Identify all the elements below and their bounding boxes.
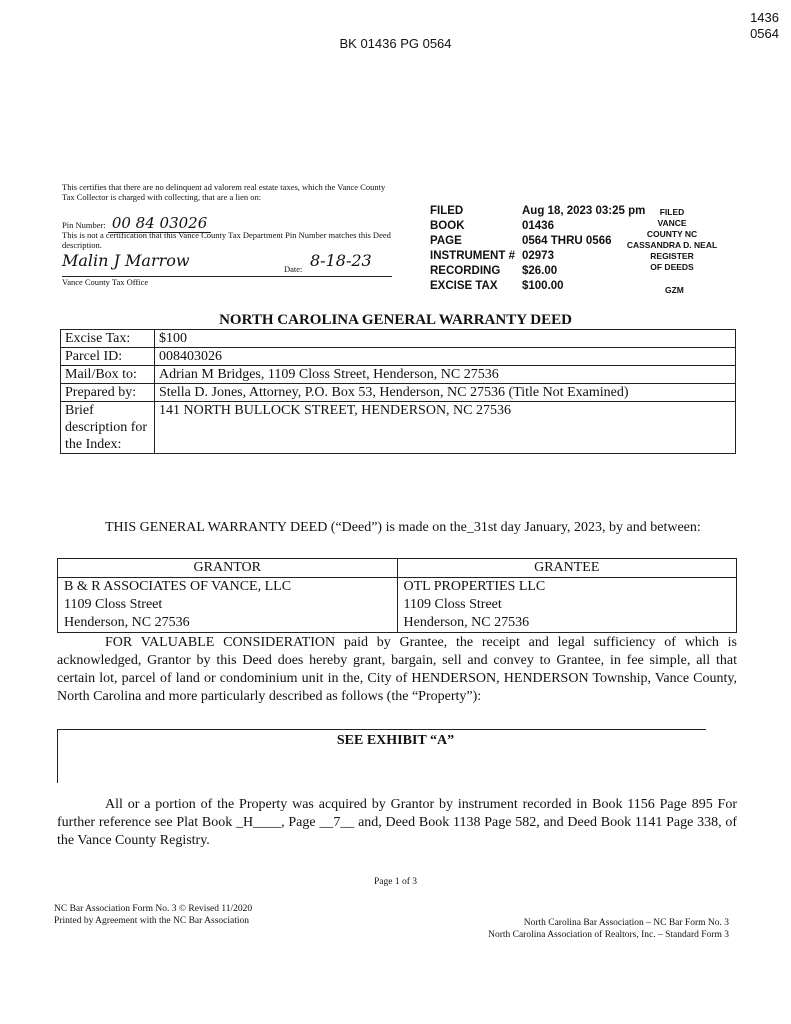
info-value: Stella D. Jones, Attorney, P.O. Box 53, Henderson, NC 27536 (Title Not Examined) — [155, 384, 736, 402]
grantor-header: GRANTOR — [58, 559, 398, 578]
info-value: 141 NORTH BULLOCK STREET, HENDERSON, NC 27536 — [155, 402, 736, 454]
filing-row: BOOK 01436 — [430, 220, 554, 232]
pin-disclaimer: This is not a certification that this Vance County Tax Department Pin Number matches this Deed description. — [62, 230, 391, 250]
bar-form-name: North Carolina Bar Association – NC Bar Form No. 3 — [523, 918, 729, 928]
info-key: Excise Tax: — [61, 330, 155, 348]
table-row — [58, 559, 737, 578]
page-number: Page 1 of 3 — [373, 877, 417, 887]
grantee-name: OTL PROPERTIES LLC — [403, 579, 546, 594]
stamp-line: OF DEEDS — [650, 262, 694, 272]
table-row — [61, 348, 736, 366]
tax-officer-signature: Malin J Marrow — [62, 251, 190, 270]
grantor-street: 1109 Closs Street — [64, 597, 163, 612]
info-key: Mail/Box to: — [61, 366, 155, 384]
form-revision: NC Bar Association Form No. 3 © Revised 11/2020 — [54, 904, 253, 914]
grantor-details — [58, 578, 398, 633]
grantor-city: Henderson, NC 27536 — [64, 615, 190, 630]
stamp-line: VANCE — [657, 218, 687, 228]
realtors-form-name: North Carolina Association of Realtors, Inc. – Standard Form 3 — [488, 930, 729, 940]
tax-certificate — [62, 182, 392, 287]
stamp-line: CASSANDRA D. NEAL — [626, 240, 718, 250]
table-row — [61, 384, 736, 402]
grantee-city: Henderson, NC 27536 — [403, 615, 530, 630]
info-value: 008403026 — [155, 348, 736, 366]
deed-title: NORTH CAROLINA GENERAL WARRANTY DEED — [219, 312, 572, 328]
corner-page-number: 0564 — [750, 26, 779, 41]
filing-row: EXCISE TAX $100.00 — [430, 280, 564, 292]
table-row — [61, 366, 736, 384]
stamp-line: FILED — [659, 207, 685, 217]
grantee-header: GRANTEE — [397, 559, 737, 578]
parties-table — [57, 558, 737, 633]
grantee-details — [397, 578, 737, 633]
footer-right — [488, 917, 729, 941]
date-handwritten: 8-18-23 — [310, 251, 372, 270]
filing-row: RECORDING $26.00 — [430, 265, 558, 277]
table-row — [61, 330, 736, 348]
exhibit-reference: SEE EXHIBIT “A” — [336, 733, 455, 748]
filing-initials: GZM — [665, 285, 684, 295]
printed-by: Printed by Agreement with the NC Bar Association — [54, 916, 249, 926]
grantor-name: B & R ASSOCIATES OF VANCE, LLC — [64, 579, 292, 594]
pin-label: Pin Number: — [62, 220, 106, 230]
info-key: Parcel ID: — [61, 348, 155, 366]
date-label: Date: — [284, 264, 303, 274]
consideration-paragraph: FOR VALUABLE CONSIDERATION paid by Grantee, the receipt and legal sufficiency of which is acknowledged, Grantor by this Deed does hereby grant, bargain, sell and convey to Grantee, in fee simple, all that certain lot, parcel of land or condominium unit in the, City of HENDERSON, HENDERSON Township, Vance County, North Carolina and more particularly described as follows (the “Property”): — [57, 635, 737, 704]
filing-row: PAGE 0564 THRU 0566 — [430, 235, 612, 247]
table-row — [58, 578, 737, 633]
stamp-line: COUNTY NC — [646, 229, 698, 239]
deed-info-table — [60, 329, 736, 454]
table-row — [61, 402, 736, 454]
tax-office-label: Vance County Tax Office — [62, 277, 149, 287]
deed-intro: THIS GENERAL WARRANTY DEED (“Deed”) is made on the_31st day January, 2023, by and between: — [105, 520, 701, 535]
corner-book-number: 1436 — [750, 10, 779, 25]
filing-row: FILED Aug 18, 2023 03:25 pm — [430, 205, 646, 217]
info-key: Brief description for the Index: — [61, 402, 155, 454]
info-value: Adrian M Bridges, 1109 Closs Street, Henderson, NC 27536 — [155, 366, 736, 384]
stamp-line: REGISTER — [650, 251, 694, 261]
grantee-street: 1109 Closs Street — [403, 597, 502, 612]
acquisition-paragraph: All or a portion of the Property was acquired by Grantor by instrument recorded in Book 1156 Page 895 For further reference see Plat Book _H____, Page __7__ and, Deed Book 1138 Page 582, and Deed Book 1141 Page 338, of the Vance County Registry. — [57, 797, 737, 848]
info-key: Prepared by: — [61, 384, 155, 402]
book-page-header: BK 01436 PG 0564 — [339, 36, 452, 51]
footer-left — [54, 903, 252, 927]
pin-handwritten: 00 84 03026 — [108, 214, 211, 233]
register-of-deeds-stamp — [612, 207, 732, 273]
info-value: $100 — [155, 330, 736, 348]
filing-row: INSTRUMENT # 02973 — [430, 250, 554, 262]
tax-certificate-statement: This certifies that there are no delinquent ad valorem real estate taxes, which the Vance County Tax Collector is charged with collecting, that are a lien on: — [62, 182, 386, 202]
